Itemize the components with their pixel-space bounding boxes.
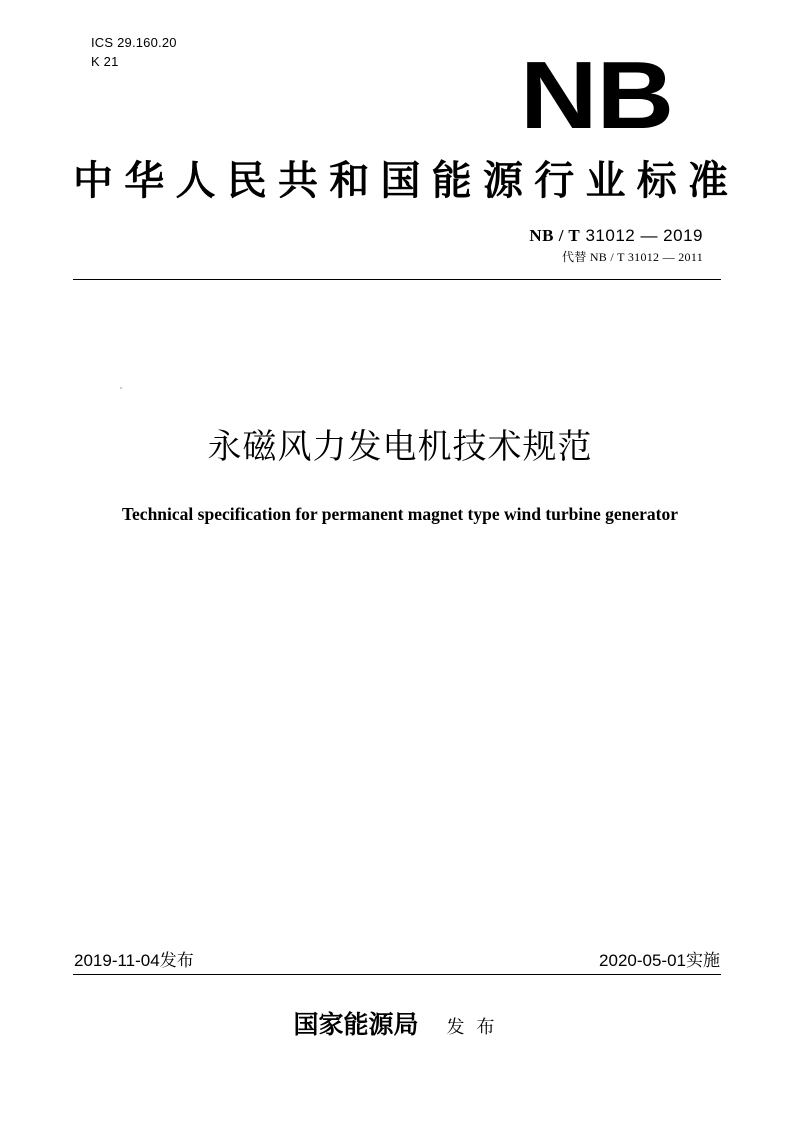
title-chinese: 永磁风力发电机技术规范 [207,427,593,467]
industry-standard-title: 中华人民共和国能源行业标准 [73,157,728,204]
bottom-divider [73,974,721,975]
scan-speck [120,387,122,389]
issuer-organization: 国家能源局 [293,1010,419,1039]
ccs-code: K 21 [91,54,119,69]
top-divider [73,279,721,280]
implementation-date: 2020-05-01实施 [599,951,720,970]
title-english: Technical specification for permanent magnet type wind turbine generator [121,504,679,524]
issuer-verb: 发布 [446,1017,507,1038]
issuer [0,1008,800,1045]
nb-logo: NB [520,42,674,149]
standard-prefix: NB / T [529,226,581,245]
publish-date: 2019-11-04发布 [74,951,194,970]
replaces-note: 代替 NB / T 31012 — 2011 [561,250,703,264]
standard-number-value: 31012 — 2019 [585,226,703,245]
standard-number [529,225,703,247]
ics-code: ICS 29.160.20 [91,35,177,50]
